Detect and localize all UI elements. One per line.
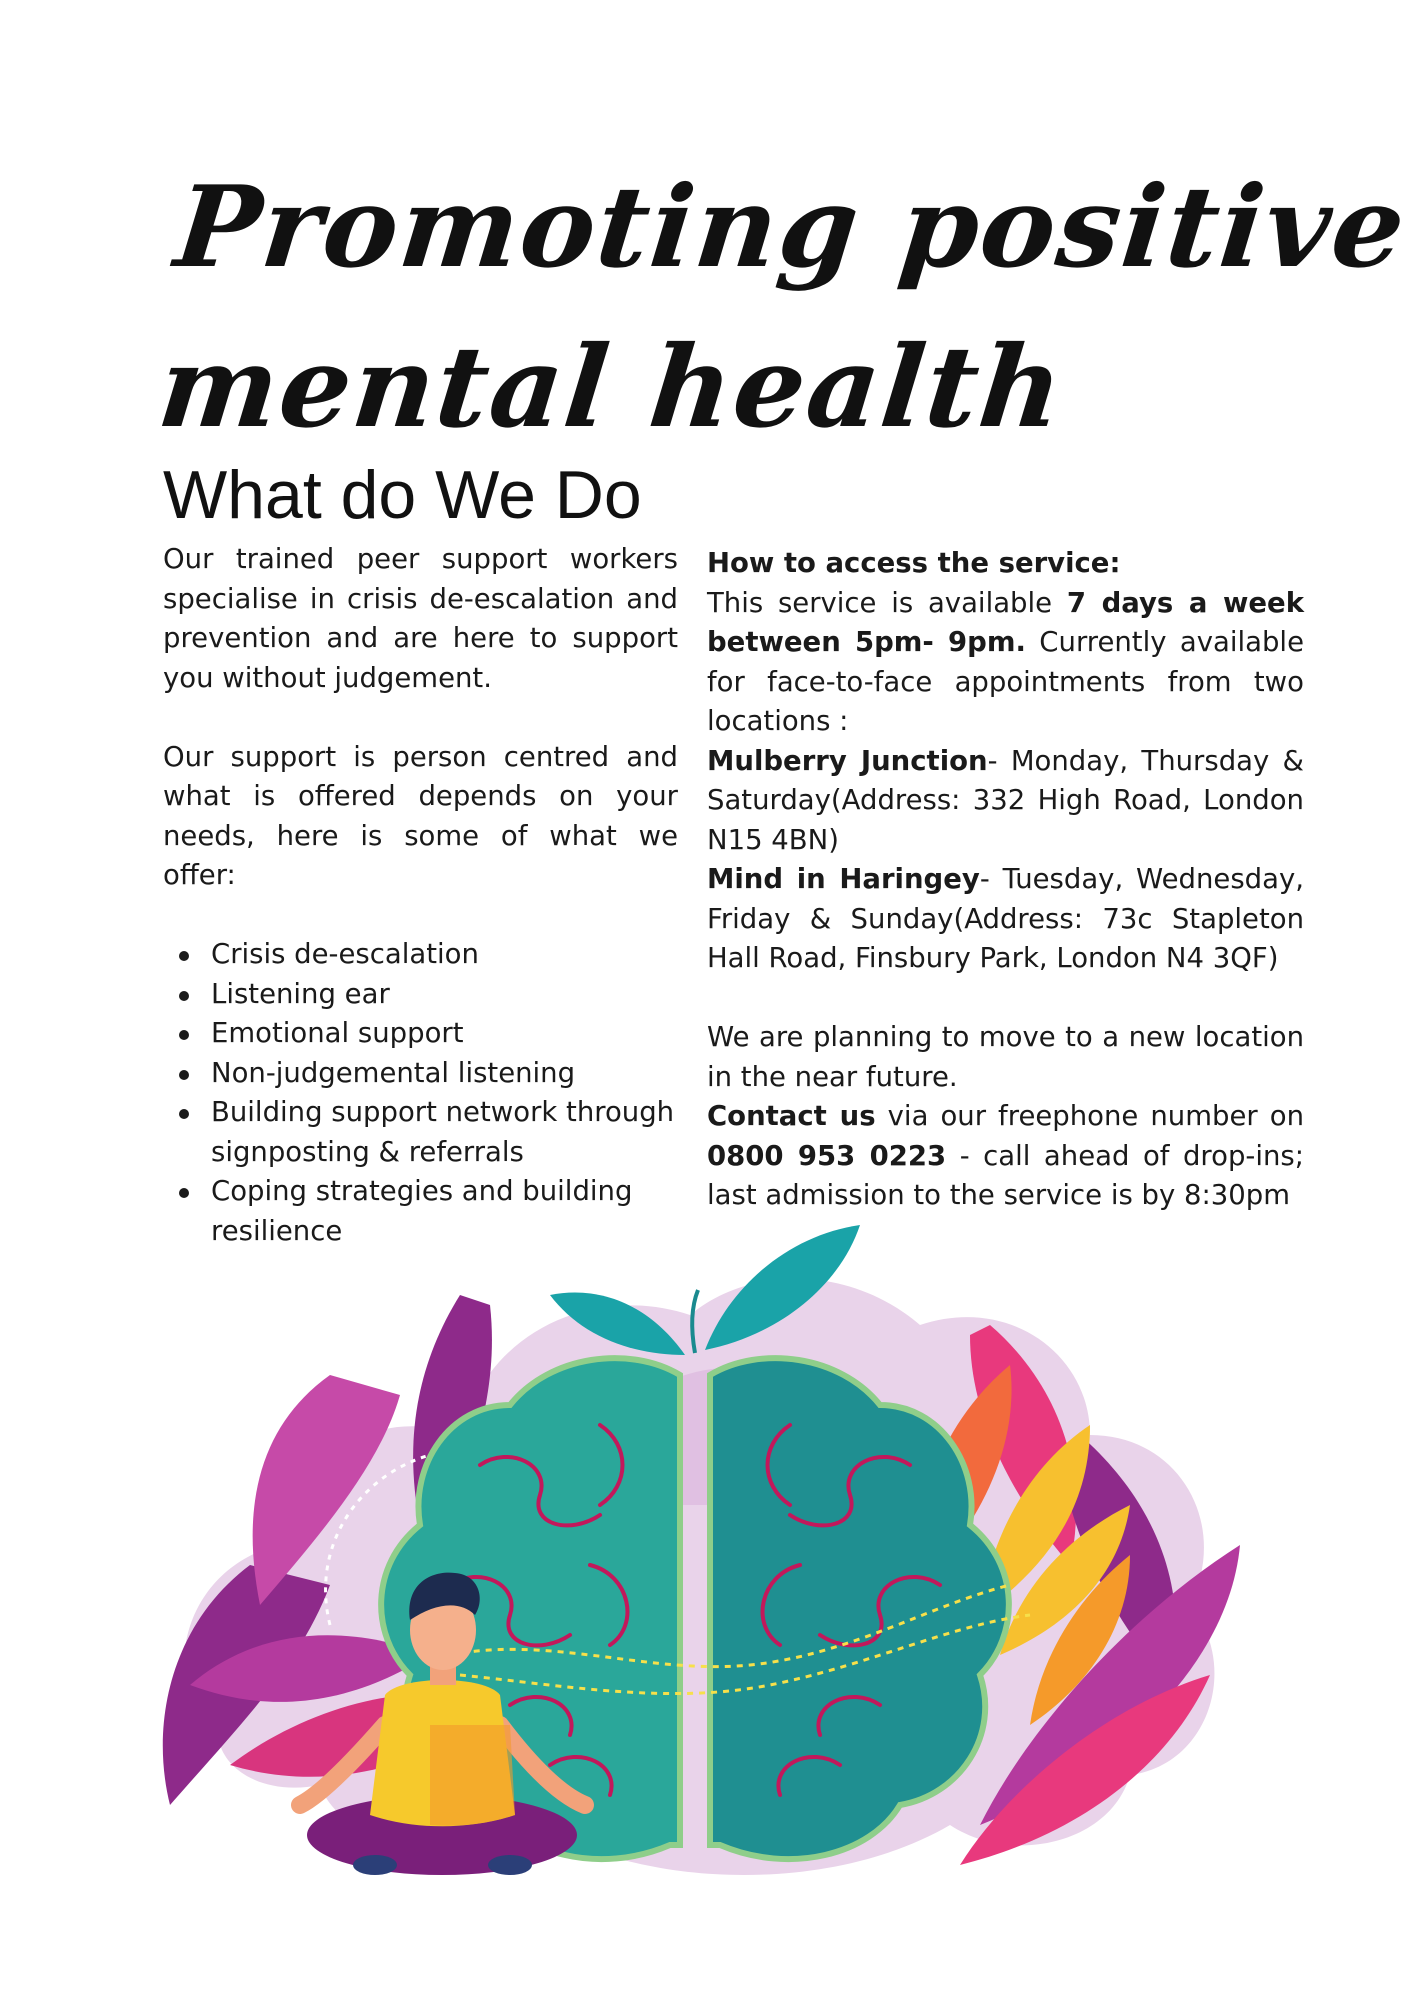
- title-line-1: Promoting positive: [169, 162, 1413, 293]
- spacer: [707, 979, 1304, 1019]
- access-heading: How to access the service:: [707, 547, 1121, 579]
- person-foot: [488, 1855, 532, 1875]
- meditating-person-brain-illustration: [130, 1205, 1280, 1925]
- list-item: Crisis de-escalation: [163, 935, 678, 975]
- availability-suffix: Currently available for face-to-face appointments from two locations :: [707, 626, 1304, 737]
- availability-paragraph: [707, 584, 1304, 742]
- list-item: Building support network through signposting & referrals: [163, 1093, 678, 1172]
- location-mulberry: [707, 742, 1304, 861]
- list-item: Non-judgemental listening: [163, 1054, 678, 1094]
- move-notice: We are planning to move to a new location in the near future.: [707, 1021, 1304, 1093]
- contact-suffix: - call ahead of drop-ins; last admission to the service is by 8:30pm: [707, 1139, 1304, 1211]
- offer-paragraph: Our support is person centred and what is offered depends on your needs, here is some of what we offer:: [163, 740, 678, 891]
- person-foot: [353, 1855, 397, 1875]
- intro-paragraph: Our trained peer support workers specialise in crisis de-escalation and prevention and are here to support you without judgement.: [163, 543, 678, 694]
- contact-text: via our freephone number on: [875, 1100, 1304, 1132]
- person-shirt-shade: [430, 1725, 515, 1826]
- spacer: [163, 698, 678, 738]
- list-item: Emotional support: [163, 1014, 678, 1054]
- location-details: - Tuesday, Wednesday, Friday & Sunday(Address: 73c Stapleton Hall Road, Finsbury Park, London N4 3QF): [707, 863, 1304, 974]
- offers-list: [163, 935, 678, 1251]
- location-mind-haringey: [707, 860, 1304, 979]
- availability-hours: 7 days a week between 5pm- 9pm.: [707, 586, 1304, 658]
- left-column: [163, 540, 678, 1251]
- spacer: [163, 896, 678, 936]
- location-details: - Monday, Thursday & Saturday(Address: 332 High Road, London N15 4BN): [707, 744, 1304, 856]
- location-name: Mulberry Junction: [707, 744, 988, 777]
- contact-label: Contact us: [707, 1100, 876, 1132]
- section-heading: What do We Do: [163, 457, 642, 533]
- page-title: [151, 148, 1413, 468]
- phone-number: 0800 953 0223: [707, 1139, 947, 1172]
- location-name: Mind in Haringey: [707, 863, 980, 895]
- availability-prefix: This service is available: [707, 586, 1067, 619]
- right-column: [707, 544, 1304, 1216]
- title-line-2: mental health: [152, 322, 1071, 453]
- list-item: Listening ear: [163, 975, 678, 1015]
- list-item: Coping strategies and building resilience: [163, 1172, 678, 1251]
- contact-paragraph: [707, 1097, 1304, 1216]
